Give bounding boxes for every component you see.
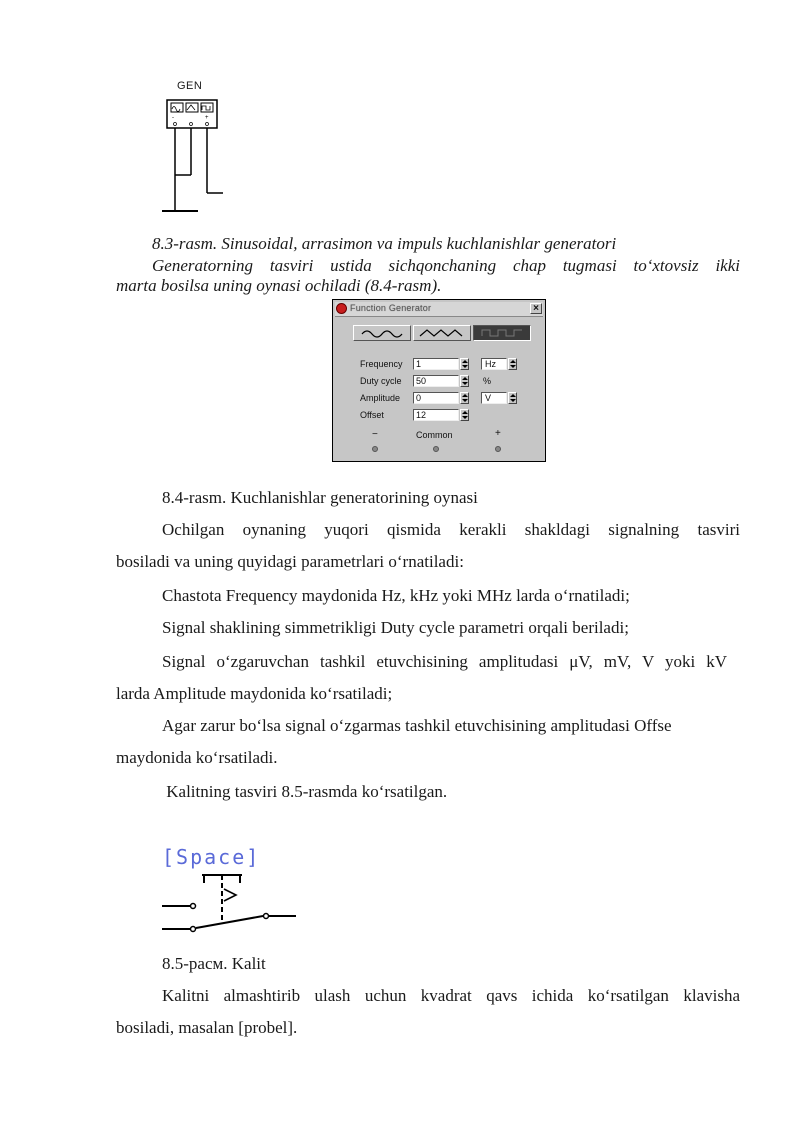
paragraph-line: bosiladi, masalan [probel].: [116, 1018, 298, 1037]
frequency-field[interactable]: 1: [413, 358, 459, 370]
duty-cycle-spinner[interactable]: [460, 375, 469, 387]
duty-cycle-label: Duty cycle: [360, 376, 402, 386]
paragraph-line: Signal o‘zgaruvchan tashkil etuvchisining amplitudasi μV, mV, V yoki kV: [162, 652, 727, 671]
function-generator-window: [332, 299, 546, 462]
triangle-wave-icon: [414, 326, 470, 340]
close-button[interactable]: ×: [530, 303, 542, 314]
paragraph-line: Chastota Frequency maydonida Hz, kHz yoki MHz larda o‘rnatiladi;: [162, 586, 630, 605]
offset-field[interactable]: 12: [413, 409, 459, 421]
figure-caption-8-5: 8.5-расм. Kalit: [162, 954, 266, 973]
figure-caption-8-4: 8.4-rasm. Kuchlanishlar generatorining oynasi: [162, 488, 478, 507]
plus-terminal[interactable]: [495, 446, 501, 452]
switch-figure: [160, 845, 310, 935]
square-wave-button[interactable]: [473, 325, 531, 341]
offset-label: Offset: [360, 410, 384, 420]
gen-label: GEN: [177, 80, 203, 92]
paragraph-line: Kalitni almashtirib ulash uchun kvadrat qavs ichida ko‘rsatilgan klavisha: [162, 986, 740, 1005]
frequency-spinner[interactable]: [460, 358, 469, 370]
paragraph-line: Agar zarur bo‘lsa signal o‘zgarmas tashkil etuvchisining amplitudasi Offse: [162, 716, 672, 735]
amplitude-unit-spinner[interactable]: [508, 392, 517, 404]
frequency-unit-select[interactable]: Hz: [481, 358, 507, 370]
common-terminal-label: Common: [416, 430, 453, 440]
paragraph-line: Generatorning tasviri ustida sichqonchaning chap tugmasi to‘xtovsiz ikki: [152, 256, 740, 275]
svg-text:+: +: [205, 115, 209, 121]
window-title: Function Generator: [350, 303, 432, 313]
gen-figure: [160, 78, 240, 218]
square-wave-icon: [474, 326, 530, 340]
figure-caption-8-3: 8.3-rasm. Sinusoidal, arrasimon va impuls kuchlanishlar generatori: [152, 234, 617, 253]
triangle-wave-button[interactable]: [413, 325, 471, 341]
common-terminal[interactable]: [433, 446, 439, 452]
sine-wave-icon: [354, 326, 410, 340]
paragraph-line: marta bosilsa uning oynasi ochiladi (8.4-rasm).: [116, 276, 442, 295]
paragraph-line: larda Amplitude maydonida ko‘rsatiladi;: [116, 684, 393, 703]
gen-symbol-icon: [160, 78, 240, 218]
paragraph-line: Kalitning tasviri 8.5-rasmda ko‘rsatilgan.: [162, 782, 448, 801]
paragraph-line: bosiladi va uning quyidagi parametrlari o‘rnatiladi:: [116, 552, 464, 571]
plus-terminal-label: +: [495, 428, 501, 439]
amplitude-label: Amplitude: [360, 393, 401, 403]
amplitude-field[interactable]: 0: [413, 392, 459, 404]
minus-terminal[interactable]: [372, 446, 378, 452]
duty-cycle-field[interactable]: 50: [413, 375, 459, 387]
duty-cycle-unit: %: [483, 376, 492, 386]
paragraph-line: Ochilgan oynaning yuqori qismida kerakli shakldagi signalning tasviri: [162, 520, 740, 539]
frequency-unit-spinner[interactable]: [508, 358, 517, 370]
paragraph-line: maydonida ko‘rsatiladi.: [116, 748, 278, 767]
paragraph-line: Signal shaklining simmetrikligi Duty cycle parametri orqali beriladi;: [162, 618, 629, 637]
switch-key-label: [Space]: [162, 845, 261, 869]
switch-symbol-icon: [160, 845, 310, 935]
amplitude-spinner[interactable]: [460, 392, 469, 404]
offset-spinner[interactable]: [460, 409, 469, 421]
svg-text:-: -: [172, 115, 174, 121]
app-icon: [336, 303, 347, 314]
sine-wave-button[interactable]: [353, 325, 411, 341]
window-titlebar: [335, 302, 543, 317]
amplitude-unit-select[interactable]: V: [481, 392, 507, 404]
frequency-label: Frequency: [360, 359, 403, 369]
minus-terminal-label: −: [372, 429, 378, 440]
